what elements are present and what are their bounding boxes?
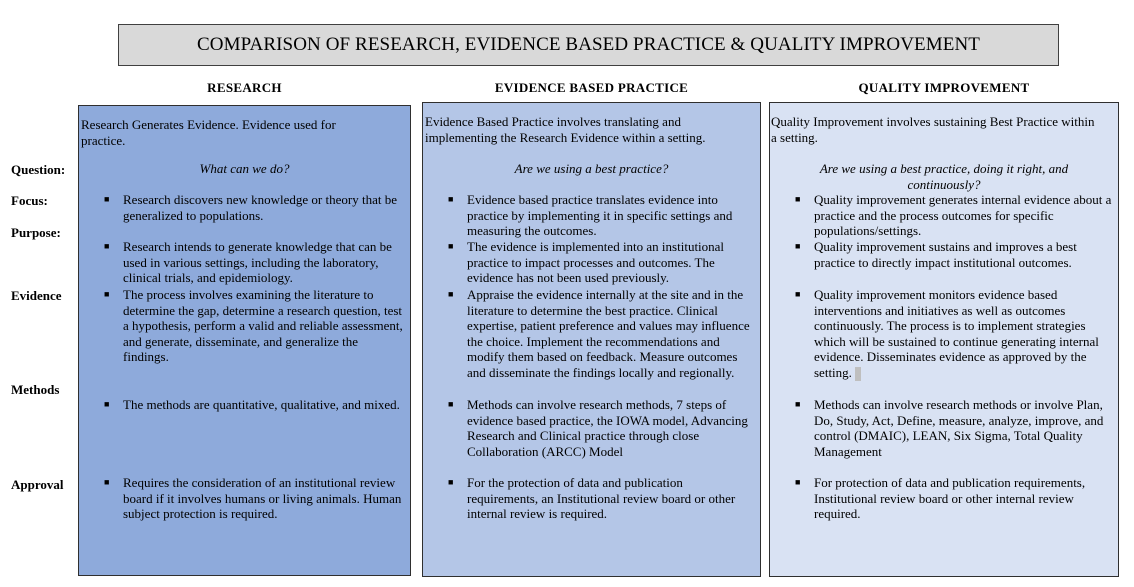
research-column: [78, 105, 411, 576]
bullet-icon: ■: [795, 241, 801, 251]
row-label-focus: Focus:: [11, 193, 48, 208]
row-label-evidence: Evidence: [11, 288, 62, 303]
bullet-icon: ■: [795, 399, 801, 409]
bullet-icon: ■: [104, 289, 110, 299]
bullet-icon: ■: [448, 194, 454, 204]
text-cursor-icon: [855, 367, 861, 381]
qi-question: Are we using a best practice, doing it right, and continuously?: [819, 161, 1069, 192]
qi-intro: Quality Improvement involves sustaining Best Practice within a setting.: [771, 114, 1095, 145]
row-label-purpose: Purpose:: [11, 225, 61, 240]
bullet-icon: ■: [448, 289, 454, 299]
ebp-approval-text: For the protection of data and publication requirements, an Institutional review board or other internal review is required.: [467, 475, 736, 522]
qi-evidence-text: [814, 287, 1114, 381]
research-focus-text: Research discovers new knowledge or theory that be generalized to populations.: [123, 192, 397, 223]
ebp-question: Are we using a best practice?: [514, 161, 669, 176]
qi-approval-text: For protection of data and publication requirements, Institutional review board or other internal review required.: [814, 475, 1086, 522]
ebp-column: [422, 102, 761, 577]
research-evidence-text: The process involves examining the literature to determine the gap, determine a research question, test a hypothesis, perform a valid and reliable assessment, and generate, disseminate, and generalize the findings.: [123, 287, 403, 365]
bullet-icon: ■: [448, 241, 454, 251]
research-purpose-text: Research intends to generate knowledge that can be used in various settings, including the laboratory, clinical trials, and epidemiology.: [123, 239, 392, 286]
qi-methods-text: Methods can involve research methods or involve Plan, Do, Study, Act, Define, measure, analyze, improve, and control (DMAIC), LEAN, Six Sigma, Total Quality Management: [814, 397, 1104, 459]
research-methods-text: The methods are quantitative, qualitative, and mixed.: [123, 397, 400, 412]
qi-column: [769, 102, 1119, 577]
bullet-icon: ■: [104, 241, 110, 251]
heading-qi: QUALITY IMPROVEMENT: [858, 80, 1030, 95]
heading-research: RESEARCH: [207, 80, 282, 95]
research-question: What can we do?: [199, 161, 290, 176]
ebp-purpose-text: The evidence is implemented into an institutional practice to impact processes and outcomes. The evidence has not been used previously.: [467, 239, 725, 286]
bullet-icon: ■: [448, 399, 454, 409]
bullet-icon: ■: [795, 477, 801, 487]
qi-focus-text: Quality improvement generates internal evidence about a practice and the process outcomes for specific populations/settings.: [814, 192, 1112, 239]
bullet-icon: ■: [104, 399, 110, 409]
ebp-methods-text: Methods can involve research methods, 7 steps of evidence based practice, the IOWA model, Advancing Research and Clinical practice through close Collaboration (ARCC) Model: [467, 397, 748, 459]
heading-ebp: EVIDENCE BASED PRACTICE: [494, 80, 689, 95]
research-approval-text: Requires the consideration of an institutional review board if it involves humans or living animals. Human subject protection is required.: [123, 475, 402, 522]
bullet-icon: ■: [795, 194, 801, 204]
bullet-icon: ■: [448, 477, 454, 487]
ebp-intro: Evidence Based Practice involves translating and implementing the Research Evidence within a setting.: [425, 114, 706, 145]
ebp-evidence-text: Appraise the evidence internally at the site and in the literature to determine the best practice. Clinical expertise, patient preference and values may influence the choice. Implement the recommendations and modify them based on feedback. Measure outcomes and disseminate the findings locally and regionally.: [467, 287, 750, 380]
page-title: COMPARISON OF RESEARCH, EVIDENCE BASED PRACTICE & QUALITY IMPROVEMENT: [118, 24, 1059, 66]
bullet-icon: ■: [104, 194, 110, 204]
qi-evidence-body: Quality improvement monitors evidence based interventions and initiatives as well as outcomes continuously. The process is to implement strategies which will be sustained to continue generating internal evidence. Disseminates evidence as approved by the setting.: [814, 287, 1099, 380]
row-label-approval: Approval: [11, 477, 64, 492]
row-label-methods: Methods: [11, 382, 60, 397]
row-label-question: Question:: [11, 162, 66, 177]
qi-purpose-text: Quality improvement sustains and improves a best practice to directly impact institutional outcomes.: [814, 239, 1077, 270]
bullet-icon: ■: [795, 289, 801, 299]
ebp-focus-text: Evidence based practice translates evidence into practice by implementing it in specific settings and measuring the outcomes.: [467, 192, 733, 239]
bullet-icon: ■: [104, 477, 110, 487]
research-intro: Research Generates Evidence. Evidence used for practice.: [81, 117, 336, 148]
